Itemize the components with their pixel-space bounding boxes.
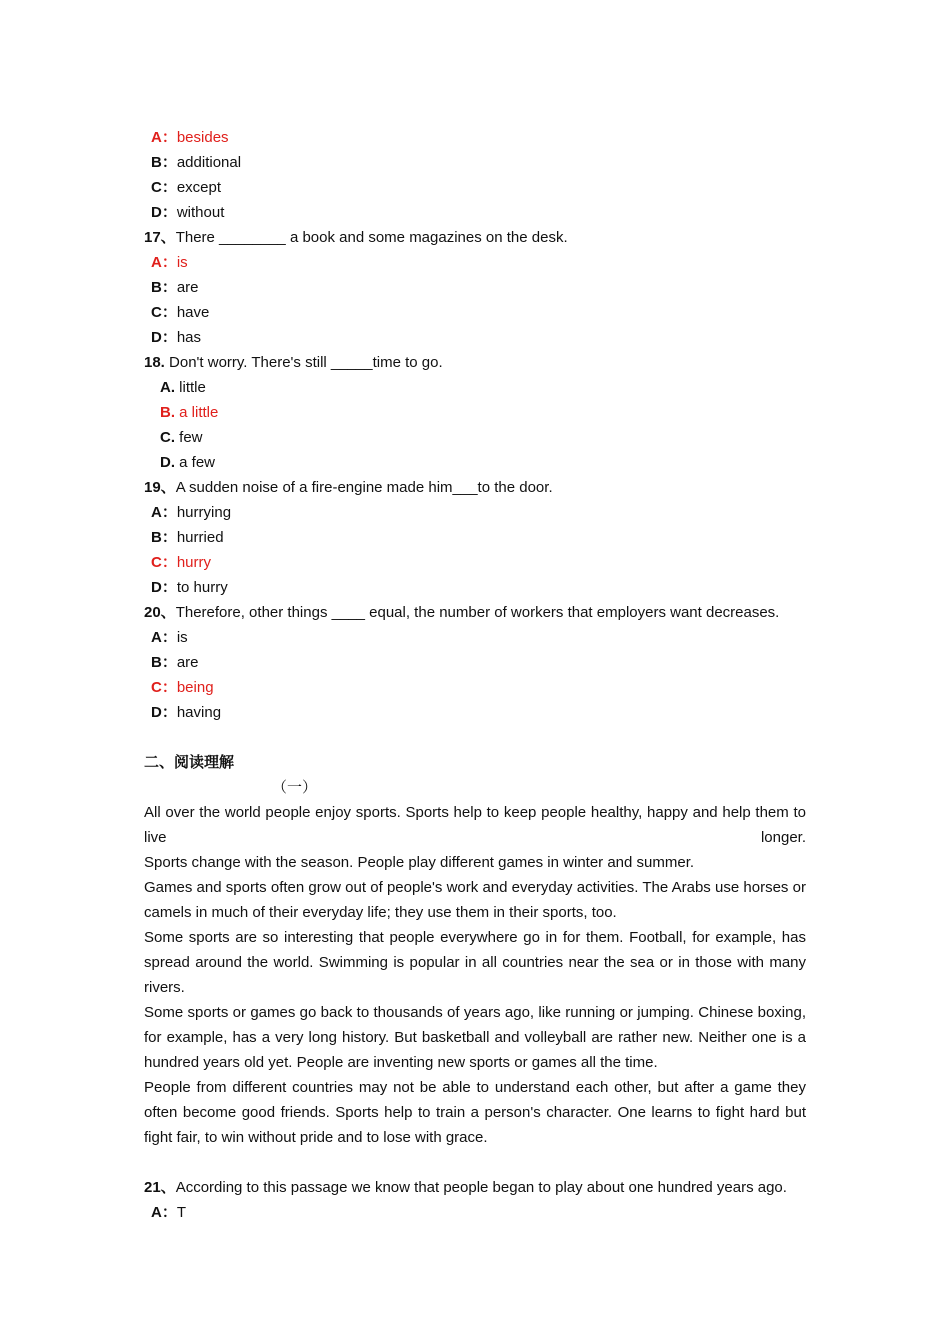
option-label: C. xyxy=(160,429,175,446)
option-label: A： xyxy=(151,254,177,271)
q16-option-d[interactable] xyxy=(144,200,806,225)
option-text: a little xyxy=(175,404,219,421)
question-17 xyxy=(144,225,806,250)
option-label: D： xyxy=(151,579,177,596)
question-text: There ________ a book and some magazines on the desk. xyxy=(175,229,568,246)
passage-paragraph-5: Some sports or games go back to thousands of years ago, like running or jumping. Chinese boxing, for example, has a very long history. But basketball and volleyball are rather new. Neither one is a hundred years old yet. People are inventing new sports or games all the time. xyxy=(144,1004,806,1071)
q18-option-b[interactable] xyxy=(144,400,806,425)
question-number: 20、 xyxy=(144,604,176,621)
q19-option-d[interactable] xyxy=(144,575,806,600)
q19-option-a[interactable] xyxy=(144,500,806,525)
q20-option-d[interactable] xyxy=(144,700,806,725)
question-text: Therefore, other things ____ equal, the number of workers that employers want decreases. xyxy=(175,604,780,621)
document-content xyxy=(144,125,806,1225)
spacer xyxy=(144,725,806,750)
option-text: a few xyxy=(175,454,216,471)
q21-option-a[interactable] xyxy=(144,1200,806,1225)
option-label: D： xyxy=(151,329,177,346)
option-text: hurried xyxy=(176,529,224,546)
option-text: T xyxy=(176,1204,187,1221)
option-text: without xyxy=(176,204,225,221)
q18-option-a[interactable] xyxy=(144,375,806,400)
question-number: 21、 xyxy=(144,1179,176,1196)
question-number: 17、 xyxy=(144,229,176,246)
option-text: except xyxy=(176,179,222,196)
option-label: D： xyxy=(151,704,177,721)
option-label: A. xyxy=(160,379,175,396)
option-text: hurry xyxy=(176,554,212,571)
q19-option-b[interactable] xyxy=(144,525,806,550)
passage-paragraph-3: Games and sports often grow out of people's work and everyday activities. The Arabs use horses or camels in much of their everyday life; they use them in their sports, too. xyxy=(144,879,806,921)
section-title: 二、阅读理解 xyxy=(144,754,235,771)
passage-paragraph-1: All over the world people enjoy sports. Sports help to keep people healthy, happy and help them to live longer. xyxy=(144,804,806,846)
option-label: A： xyxy=(151,1204,177,1221)
option-text: being xyxy=(176,679,214,696)
passage-label: （一） xyxy=(272,779,318,796)
option-label: C： xyxy=(151,179,177,196)
q17-option-a[interactable] xyxy=(144,250,806,275)
q18-option-c[interactable] xyxy=(144,425,806,450)
option-text: hurrying xyxy=(176,504,232,521)
option-text: little xyxy=(175,379,206,396)
option-text: few xyxy=(175,429,203,446)
option-label: C： xyxy=(151,304,177,321)
option-text: having xyxy=(176,704,222,721)
passage-paragraph-2: Sports change with the season. People play different games in winter and summer. xyxy=(144,854,695,871)
q16-option-a[interactable] xyxy=(144,125,806,150)
option-text: additional xyxy=(176,154,242,171)
spacer xyxy=(144,1150,806,1175)
option-text: to hurry xyxy=(176,579,228,596)
question-number: 18. xyxy=(144,354,165,371)
q17-option-d[interactable] xyxy=(144,325,806,350)
option-label: D： xyxy=(151,204,177,221)
option-label: A： xyxy=(151,129,177,146)
option-text: is xyxy=(176,254,188,271)
option-text: have xyxy=(176,304,210,321)
option-text: has xyxy=(176,329,202,346)
question-text: According to this passage we know that people began to play about one hundred years ago. xyxy=(175,1179,787,1196)
q16-option-c[interactable] xyxy=(144,175,806,200)
question-number: 19、 xyxy=(144,479,176,496)
question-text: Don't worry. There's still _____time to go. xyxy=(164,354,443,371)
option-text: is xyxy=(176,629,188,646)
question-21 xyxy=(144,1175,806,1200)
option-label: B： xyxy=(151,279,177,296)
option-label: D. xyxy=(160,454,175,471)
option-text: besides xyxy=(176,129,229,146)
question-18 xyxy=(144,350,806,375)
option-label: C： xyxy=(151,679,177,696)
q16-option-b[interactable] xyxy=(144,150,806,175)
question-text: A sudden noise of a fire-engine made him___to the door. xyxy=(175,479,553,496)
option-label: B. xyxy=(160,404,175,421)
question-19 xyxy=(144,475,806,500)
option-label: B： xyxy=(151,154,177,171)
option-label: C： xyxy=(151,554,177,571)
q20-option-b[interactable] xyxy=(144,650,806,675)
question-20 xyxy=(144,600,806,625)
option-label: B： xyxy=(151,654,177,671)
option-label: A： xyxy=(151,629,177,646)
passage-paragraph-4: Some sports are so interesting that people everywhere go in for them. Football, for example, has spread around the world. Swimming is popular in all countries near the sea or in those with many rivers. xyxy=(144,929,806,996)
q20-option-c[interactable] xyxy=(144,675,806,700)
q20-option-a[interactable] xyxy=(144,625,806,650)
q17-option-b[interactable] xyxy=(144,275,806,300)
option-label: B： xyxy=(151,529,177,546)
q18-option-d[interactable] xyxy=(144,450,806,475)
q19-option-c[interactable] xyxy=(144,550,806,575)
passage-paragraph-6: People from different countries may not be able to understand each other, but after a game they often become good friends. Sports help to train a person's character. One learns to fight hard but fight fair, to win without pride and to lose with grace. xyxy=(144,1079,806,1146)
option-label: A： xyxy=(151,504,177,521)
option-text: are xyxy=(176,279,199,296)
q17-option-c[interactable] xyxy=(144,300,806,325)
option-text: are xyxy=(176,654,199,671)
